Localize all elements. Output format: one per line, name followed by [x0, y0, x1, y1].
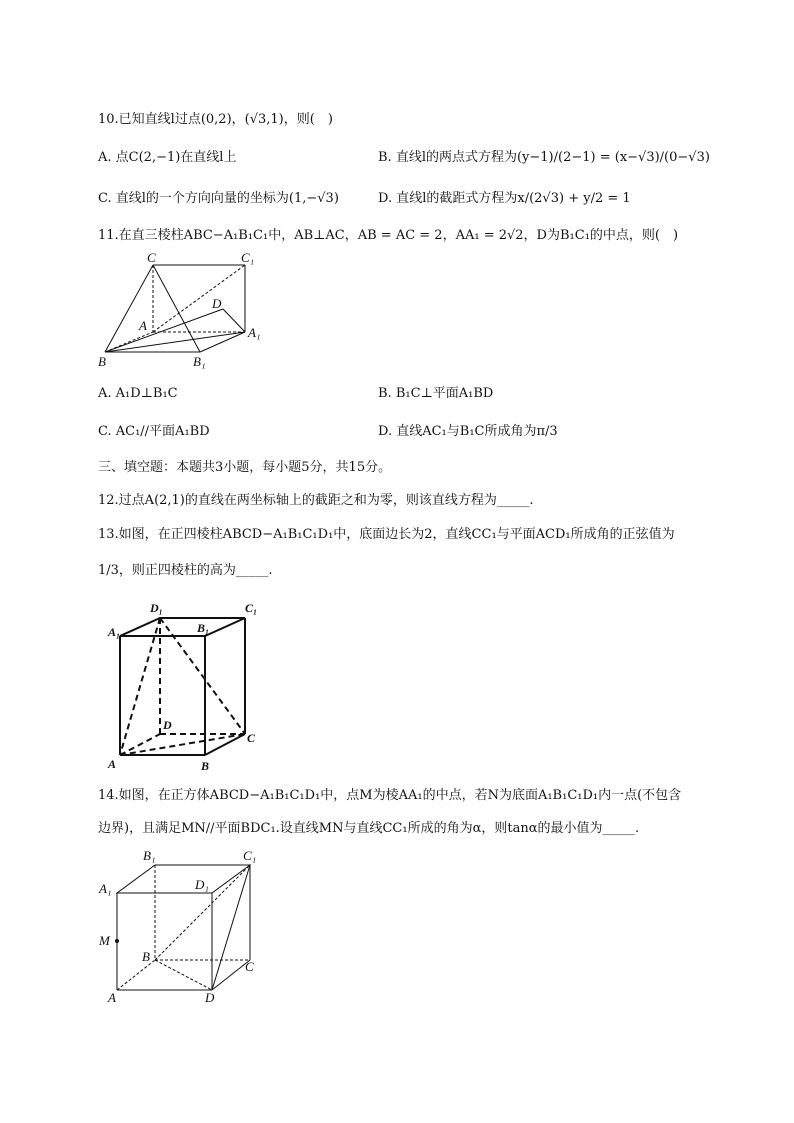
q11-option-a: A. A₁D⊥B₁C	[98, 386, 178, 401]
q14-label-a1: A₁	[99, 881, 112, 896]
q13-label-d: D	[163, 718, 172, 732]
q14-label-a: A	[108, 990, 116, 1005]
q14-label-c1: C₁	[243, 848, 257, 863]
q11-label-c: C	[147, 250, 156, 265]
section3-title: 三、填空题：本题共3小题，每小题5分，共15分。	[98, 460, 392, 475]
q11-label-a: A	[139, 318, 147, 333]
q13-label-c: C	[247, 731, 256, 745]
q14-label-c: C	[245, 959, 254, 974]
q11-label-b: B	[98, 354, 106, 369]
q11-option-b: B. B₁C⊥平面A₁BD	[378, 386, 494, 401]
q13-label-d1: D₁	[150, 601, 163, 615]
q13-label-a1: A₁	[108, 625, 121, 639]
q11-label-c1: C₁	[241, 250, 255, 265]
q10-option-c: C. 直线l的一个方向向量的坐标为(1,−√3)	[98, 191, 339, 206]
q14-label-b: B	[142, 949, 150, 964]
q11-label-b1: B₁	[193, 354, 206, 369]
q13-prism-figure	[100, 598, 270, 776]
q13-stem-line1: 13.如图，在正四棱柱ABCD−A₁B₁C₁D₁中，底面边长为2，直线CC₁与平面ACD₁所成角的正弦值为	[98, 527, 675, 542]
q14-cube-figure	[95, 845, 270, 1005]
q13-label-b: B	[201, 759, 210, 773]
q11-stem: 11.在直三棱柱ABC−A₁B₁C₁中，AB⊥AC，AB = AC = 2，AA₁ = 2√2，D为B₁C₁的中点，则( )	[98, 228, 679, 243]
q14-label-d1: D₁	[195, 877, 209, 892]
q13-label-b1: B₁	[197, 621, 210, 635]
q13-stem-line2: 1/3，则正四棱柱的高为_____.	[98, 563, 273, 578]
q13-label-a: A	[108, 757, 117, 771]
q10-stem: 10.已知直线l过点(0,2)，(√3,1)，则( )	[98, 112, 333, 127]
q14-label-m: M	[99, 933, 110, 948]
q14-point-m	[115, 939, 119, 943]
q10-option-d: D. 直线l的截距式方程为x/(2√3) + y/2 = 1	[378, 191, 631, 206]
q10-option-b: B. 直线l的两点式方程为(y−1)/(2−1) = (x−√3)/(0−√3)	[378, 150, 710, 165]
q13-label-c1: C₁	[245, 601, 258, 615]
q10-option-a: A. 点C(2,−1)在直线l上	[98, 150, 237, 165]
q14-label-b1: B₁	[143, 848, 156, 863]
q14-stem-line1: 14.如图，在正方体ABCD−A₁B₁C₁D₁中，点M为棱AA₁的中点，若N为底面A₁B₁C₁D₁内一点(不包含	[98, 788, 682, 803]
q14-stem-line2: 边界)，且满足MN//平面BDC₁.设直线MN与直线CC₁所成的角为α，则tanα的最小值为_____.	[98, 821, 640, 836]
q11-option-c: C. AC₁//平面A₁BD	[98, 424, 210, 439]
q11-option-d: D. 直线AC₁与B₁C所成角为π/3	[378, 424, 558, 439]
q11-label-d: D	[212, 296, 222, 311]
q14-label-d: D	[205, 990, 215, 1005]
q11-label-a1: A₁	[248, 325, 261, 340]
q12-stem: 12.过点A(2,1)的直线在两坐标轴上的截距之和为零，则该直线方程为_____.	[98, 493, 534, 508]
q11-prism-figure	[95, 250, 275, 375]
